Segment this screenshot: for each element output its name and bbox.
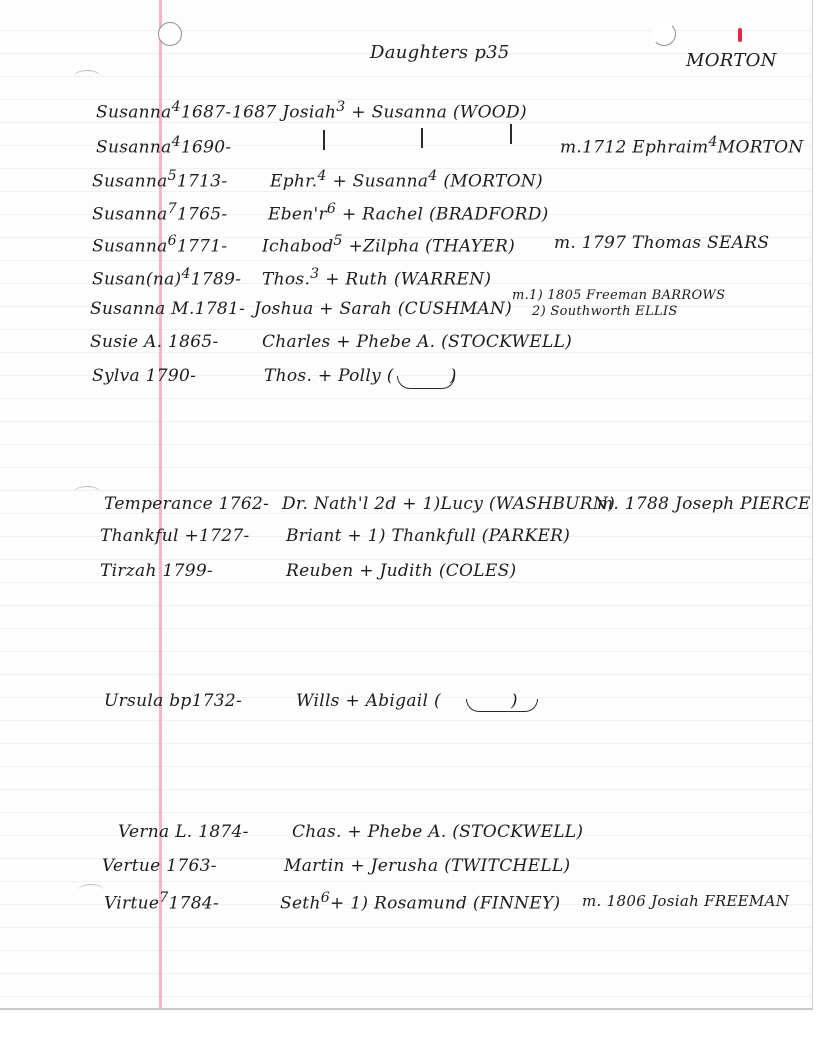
entry-name: Susan(na)$^4$1789- [92,266,242,290]
ditto-mark [510,124,512,144]
entry-parents: Ichabod$^5$ +Zilpha (THAYER) [262,233,516,257]
entry-name: Susie A. 1865- [90,332,219,352]
blank-surname-line [397,376,455,389]
entry-marriage: m. 1788 Joseph PIERCE [597,494,811,514]
binder-hole [652,22,676,46]
ditto-mark [421,128,423,148]
entry-name: Virtue$^7$1784- [104,890,220,914]
ditto-mark [323,130,325,150]
entry-name: Susanna$^7$1765- [92,201,228,225]
page-crease [78,884,104,897]
entry-name: Temperance 1762- [104,494,270,514]
entry-name: Tirzah 1799- [100,561,213,581]
entry-name: Sylva 1790- [92,366,197,386]
entry-marriage-1: m.1) 1805 Freeman BARROWS [512,288,726,303]
entry-parents: Wills + Abigail ( ) [296,691,518,711]
entry-marriage: m. 1797 Thomas SEARS [554,233,770,253]
entry-name: Susanna M.1781- [90,299,246,319]
page-title: Daughters p35 [370,42,510,63]
entry-name: Thankful +1727- [100,526,250,546]
entry-parents: Joshua + Sarah (CUSHMAN) [254,299,513,319]
entry-marriage: m. 1806 Josiah FREEMAN [582,892,790,910]
entry-parents: Chas. + Phebe A. (STOCKWELL) [292,822,584,842]
entry-parents: Charles + Phebe A. (STOCKWELL) [262,332,573,352]
red-ink-mark [738,28,742,42]
entry-name: Verna L. 1874- [118,822,249,842]
surname-heading: MORTON [686,50,777,71]
entry-name: Susanna$^5$1713- [92,168,228,192]
entry-parents: Dr. Nath'l 2d + 1)Lucy (WASHBURN) [282,494,615,514]
entry-name: Ursula bp1732- [104,691,243,711]
entry-name: Susanna$^4$1690- [96,134,232,158]
entry-marriage: m.1712 Ephraim$^4$MORTON [560,134,804,158]
entry-name: Susanna$^6$1771- [92,233,228,257]
entry-parents: Seth$^6$+ 1) Rosamund (FINNEY) [280,890,561,914]
page-crease [74,70,100,83]
entry-parents: 1687 Josiah$^3$ + Susanna (WOOD) [232,99,527,123]
entry-parents: Martin + Jerusha (TWITCHELL) [284,856,571,876]
blank-surname-line [466,699,538,712]
entry-parents: Thos. + Polly ( ) [264,366,457,386]
entry-parents: Reuben + Judith (COLES) [286,561,517,581]
binder-hole [158,22,182,46]
entry-parents: Briant + 1) Thankfull (PARKER) [286,526,571,546]
entry-parents: $Eben'r^6$ + Rachel (BRADFORD) [268,201,549,225]
entry-parents: Ephr.$^4$ + Susanna$^4$ (MORTON) [270,168,543,192]
entry-marriage-2: 2) Southworth ELLIS [532,304,678,319]
entry-name: Susanna$^4$1687- [96,99,232,123]
page-crease [74,486,100,499]
entry-parents: Thos.$^3$ + Ruth (WARREN) [262,266,492,290]
entry-name: Vertue 1763- [102,856,217,876]
